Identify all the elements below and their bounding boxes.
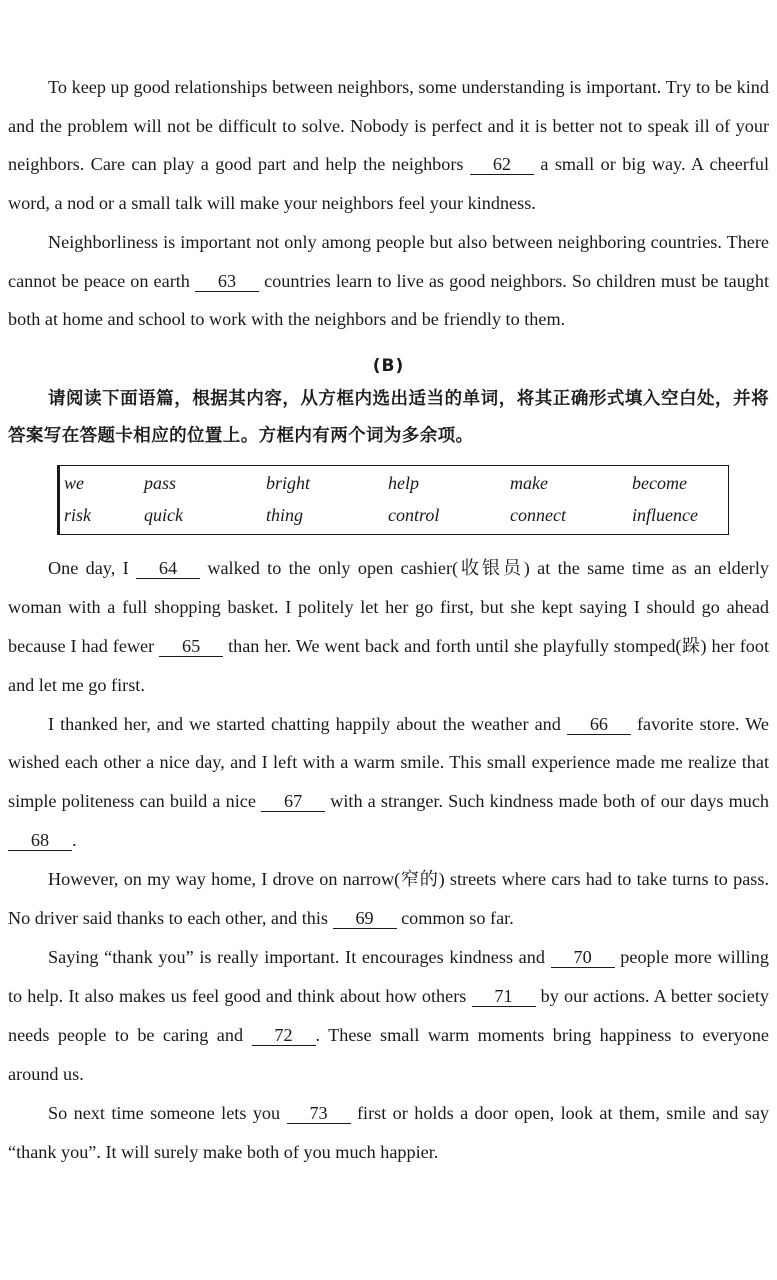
part-b-passage <box>8 549 769 1172</box>
word-box-item: we <box>64 473 84 494</box>
answer-blank: 66 <box>567 714 631 735</box>
paragraph <box>8 1094 769 1172</box>
paragraph <box>8 705 769 861</box>
paragraph-text: than her. We went back and forth until she playfully stomped(跺) her foot and let me go first. <box>8 635 770 695</box>
paragraph-text: countries learn to live as good neighbors. So children must be taught both at home and school to work with the neighbors and be friendly to them. <box>8 270 770 330</box>
paragraph-text: walked to the only open cashier(收银员) at the same time as an elderly woman with a full shopping basket. I politely let her go first, but she kept saying I should go ahead because I had fewer <box>8 557 770 656</box>
answer-blank: 67 <box>261 791 325 812</box>
paragraph <box>8 68 769 223</box>
answer-blank: 62 <box>470 154 534 175</box>
answer-blank: 69 <box>333 908 397 929</box>
answer-blank: 73 <box>287 1103 351 1124</box>
paragraph <box>8 223 769 339</box>
word-box-item: bright <box>266 473 311 494</box>
paragraph-text: So next time someone lets you <box>48 1102 287 1123</box>
paragraph-text: However, on my way home, I drove on narrow(窄的) streets where cars had to take turns to pass. No driver said thanks to each other, and this <box>8 869 769 929</box>
answer-blank: 68 <box>8 830 72 851</box>
paragraph-text: a small or big way. A cheerful word, a nod or a small talk will make your neighbors feel your kindness. <box>8 154 770 214</box>
answer-blank: 63 <box>195 271 259 292</box>
paragraph-text: people more willing to help. It also makes us feel good and think about how others <box>8 946 769 1006</box>
answer-blank: 64 <box>136 558 200 579</box>
word-box-item: quick <box>144 505 183 526</box>
paragraph-text: Saying “thank you” is really important. It encourages kindness and <box>48 946 551 967</box>
paragraph-text: first or holds a door open, look at them, smile and say “thank you”. It will surely make both of you much happier. <box>8 1102 769 1162</box>
word-box-item: control <box>388 505 440 526</box>
word-box-item: make <box>510 473 548 494</box>
paragraph-text: by our actions. A better society needs people to be caring and <box>8 985 769 1045</box>
word-box-item: pass <box>144 473 177 494</box>
paragraph-text: To keep up good relationships between neighbors, some understanding is important. Try to be kind and the problem will not be difficult to solve. Nobody is perfect and it is better not to speak ill of your neighbors. Care can play a good part and help the neighbors <box>8 77 769 175</box>
paragraph-text: . These small warm moments bring happiness to everyone around us. <box>8 1024 770 1084</box>
paragraph-text: One day, I <box>48 557 136 578</box>
paragraph-text: I thanked her, and we started chatting happily about the weather and <box>48 713 567 734</box>
paragraph-text: . <box>72 830 77 851</box>
paragraph-text: favorite store. We wished each other a nice day, and I left with a warm smile. This small experience made me realize that simple politeness can build a nice <box>8 713 770 812</box>
paragraph-text: with a stranger. Such kindness made both of our days much <box>325 791 769 812</box>
word-box-item: thing <box>266 505 304 526</box>
paragraph <box>8 860 769 938</box>
answer-blank: 71 <box>472 986 536 1007</box>
section-title: (B) <box>372 355 405 376</box>
answer-blank: 65 <box>159 636 223 657</box>
word-box-item: become <box>632 473 687 494</box>
instructions: 请阅读下面语篇，根据其内容，从方框内选出适当的单词，将其正确形式填入空白处，并将答案写在答题卡相应的位置上。方框内有两个词为多余项。 <box>8 388 769 446</box>
word-box-item: influence <box>632 505 698 526</box>
answer-blank: 70 <box>551 947 615 968</box>
word-box-item: connect <box>510 505 566 526</box>
answer-blank: 72 <box>252 1025 316 1046</box>
word-box-item: help <box>388 473 419 494</box>
part-a-passage <box>8 68 769 339</box>
paragraph <box>8 938 769 1094</box>
word-box-item: risk <box>64 505 91 526</box>
word-box <box>57 465 729 535</box>
paragraph-text: Neighborliness is important not only among people but also between neighboring countries. There cannot be peace on earth <box>8 231 769 291</box>
paragraph <box>8 549 769 705</box>
paragraph-text: common so far. <box>396 908 514 929</box>
